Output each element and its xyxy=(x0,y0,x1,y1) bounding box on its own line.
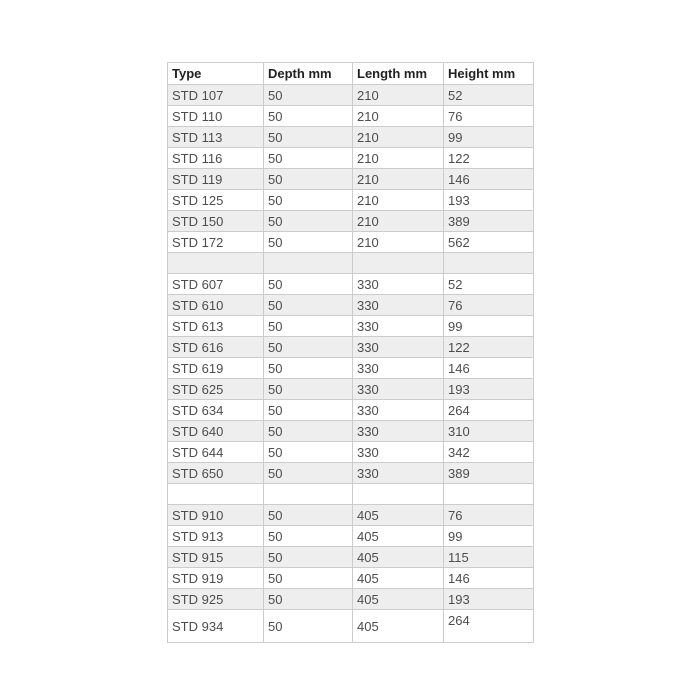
cell-depth: 50 xyxy=(264,232,353,253)
cell-depth: 50 xyxy=(264,211,353,232)
cell-length: 405 xyxy=(353,505,444,526)
cell-type: STD 634 xyxy=(168,400,264,421)
cell-length: 210 xyxy=(353,169,444,190)
cell-depth xyxy=(264,253,353,274)
cell-height: 146 xyxy=(444,358,534,379)
cell-height xyxy=(444,253,534,274)
table-row xyxy=(168,526,534,547)
table-row xyxy=(168,379,534,400)
cell-depth: 50 xyxy=(264,547,353,568)
table-row xyxy=(168,295,534,316)
cell-length: 330 xyxy=(353,400,444,421)
table-row xyxy=(168,337,534,358)
cell-length: 330 xyxy=(353,337,444,358)
header-row xyxy=(168,63,534,85)
cell-depth: 50 xyxy=(264,337,353,358)
cell-height: 99 xyxy=(444,316,534,337)
table-row xyxy=(168,547,534,568)
cell-depth xyxy=(264,484,353,505)
cell-depth: 50 xyxy=(264,568,353,589)
cell-type: STD 119 xyxy=(168,169,264,190)
cell-height: 52 xyxy=(444,274,534,295)
cell-type: STD 925 xyxy=(168,589,264,610)
cell-height: 193 xyxy=(444,379,534,400)
table-row xyxy=(168,127,534,148)
cell-height: 193 xyxy=(444,589,534,610)
cell-type: STD 910 xyxy=(168,505,264,526)
cell-depth: 50 xyxy=(264,610,353,643)
table-row xyxy=(168,169,534,190)
cell-type: STD 113 xyxy=(168,127,264,148)
cell-type: STD 640 xyxy=(168,421,264,442)
cell-length: 405 xyxy=(353,589,444,610)
separator-row xyxy=(168,484,534,505)
cell-type: STD 625 xyxy=(168,379,264,400)
cell-length: 405 xyxy=(353,547,444,568)
cell-height: 389 xyxy=(444,211,534,232)
cell-depth: 50 xyxy=(264,442,353,463)
cell-length: 330 xyxy=(353,379,444,400)
cell-depth: 50 xyxy=(264,379,353,400)
cell-length: 210 xyxy=(353,232,444,253)
cell-length xyxy=(353,484,444,505)
column-header-depth: Depth mm xyxy=(264,63,353,85)
cell-depth: 50 xyxy=(264,106,353,127)
cell-type: STD 150 xyxy=(168,211,264,232)
table-row xyxy=(168,358,534,379)
cell-length: 330 xyxy=(353,442,444,463)
cell-length: 330 xyxy=(353,358,444,379)
cell-height xyxy=(444,484,534,505)
cell-height: 342 xyxy=(444,442,534,463)
cell-height: 115 xyxy=(444,547,534,568)
cell-type xyxy=(168,484,264,505)
cell-length: 210 xyxy=(353,148,444,169)
table-row xyxy=(168,232,534,253)
cell-length: 330 xyxy=(353,316,444,337)
cell-length: 330 xyxy=(353,463,444,484)
cell-length: 210 xyxy=(353,106,444,127)
cell-type: STD 913 xyxy=(168,526,264,547)
cell-depth: 50 xyxy=(264,358,353,379)
column-header-height: Height mm xyxy=(444,63,534,85)
cell-length: 405 xyxy=(353,610,444,643)
cell-depth: 50 xyxy=(264,169,353,190)
spec-table xyxy=(167,62,534,643)
cell-length: 330 xyxy=(353,295,444,316)
cell-depth: 50 xyxy=(264,148,353,169)
table-row xyxy=(168,421,534,442)
cell-length: 405 xyxy=(353,526,444,547)
cell-type: STD 116 xyxy=(168,148,264,169)
table-row xyxy=(168,148,534,169)
cell-type: STD 125 xyxy=(168,190,264,211)
cell-length: 330 xyxy=(353,274,444,295)
table-row xyxy=(168,106,534,127)
cell-length: 210 xyxy=(353,85,444,106)
cell-length: 210 xyxy=(353,127,444,148)
cell-depth: 50 xyxy=(264,400,353,421)
cell-type: STD 915 xyxy=(168,547,264,568)
cell-type: STD 919 xyxy=(168,568,264,589)
cell-height: 99 xyxy=(444,526,534,547)
cell-height: 99 xyxy=(444,127,534,148)
cell-height: 76 xyxy=(444,505,534,526)
cell-type: STD 172 xyxy=(168,232,264,253)
cell-depth: 50 xyxy=(264,190,353,211)
cell-height: 122 xyxy=(444,337,534,358)
table-row xyxy=(168,274,534,295)
cell-type: STD 644 xyxy=(168,442,264,463)
cell-depth: 50 xyxy=(264,505,353,526)
cell-height: 146 xyxy=(444,169,534,190)
table-row xyxy=(168,463,534,484)
cell-height: 52 xyxy=(444,85,534,106)
table-row xyxy=(168,442,534,463)
cell-height: 146 xyxy=(444,568,534,589)
cell-depth: 50 xyxy=(264,421,353,442)
cell-length xyxy=(353,253,444,274)
cell-height: 310 xyxy=(444,421,534,442)
cell-depth: 50 xyxy=(264,463,353,484)
cell-height: 122 xyxy=(444,148,534,169)
cell-type: STD 110 xyxy=(168,106,264,127)
cell-type: STD 616 xyxy=(168,337,264,358)
cell-type: STD 619 xyxy=(168,358,264,379)
separator-row xyxy=(168,253,534,274)
cell-type: STD 613 xyxy=(168,316,264,337)
cell-depth: 50 xyxy=(264,589,353,610)
cell-length: 405 xyxy=(353,568,444,589)
cell-depth: 50 xyxy=(264,274,353,295)
cell-depth: 50 xyxy=(264,85,353,106)
cell-depth: 50 xyxy=(264,526,353,547)
table-row xyxy=(168,505,534,526)
cell-length: 210 xyxy=(353,190,444,211)
table-row xyxy=(168,190,534,211)
cell-type xyxy=(168,253,264,274)
cell-height: 562 xyxy=(444,232,534,253)
cell-type: STD 607 xyxy=(168,274,264,295)
table-row xyxy=(168,610,534,643)
cell-height: 389 xyxy=(444,463,534,484)
cell-height: 76 xyxy=(444,106,534,127)
table-row xyxy=(168,85,534,106)
table-row xyxy=(168,568,534,589)
cell-height: 193 xyxy=(444,190,534,211)
table-row xyxy=(168,589,534,610)
cell-depth: 50 xyxy=(264,295,353,316)
table-row xyxy=(168,316,534,337)
column-header-length: Length mm xyxy=(353,63,444,85)
cell-length: 210 xyxy=(353,211,444,232)
cell-type: STD 610 xyxy=(168,295,264,316)
cell-length: 330 xyxy=(353,421,444,442)
cell-height: 264 xyxy=(444,610,534,643)
cell-height: 264 xyxy=(444,400,534,421)
column-header-type: Type xyxy=(168,63,264,85)
cell-type: STD 107 xyxy=(168,85,264,106)
cell-depth: 50 xyxy=(264,127,353,148)
table-row xyxy=(168,400,534,421)
cell-depth: 50 xyxy=(264,316,353,337)
cell-height: 76 xyxy=(444,295,534,316)
cell-type: STD 934 xyxy=(168,610,264,643)
table-row xyxy=(168,211,534,232)
table-body xyxy=(168,85,534,643)
cell-type: STD 650 xyxy=(168,463,264,484)
